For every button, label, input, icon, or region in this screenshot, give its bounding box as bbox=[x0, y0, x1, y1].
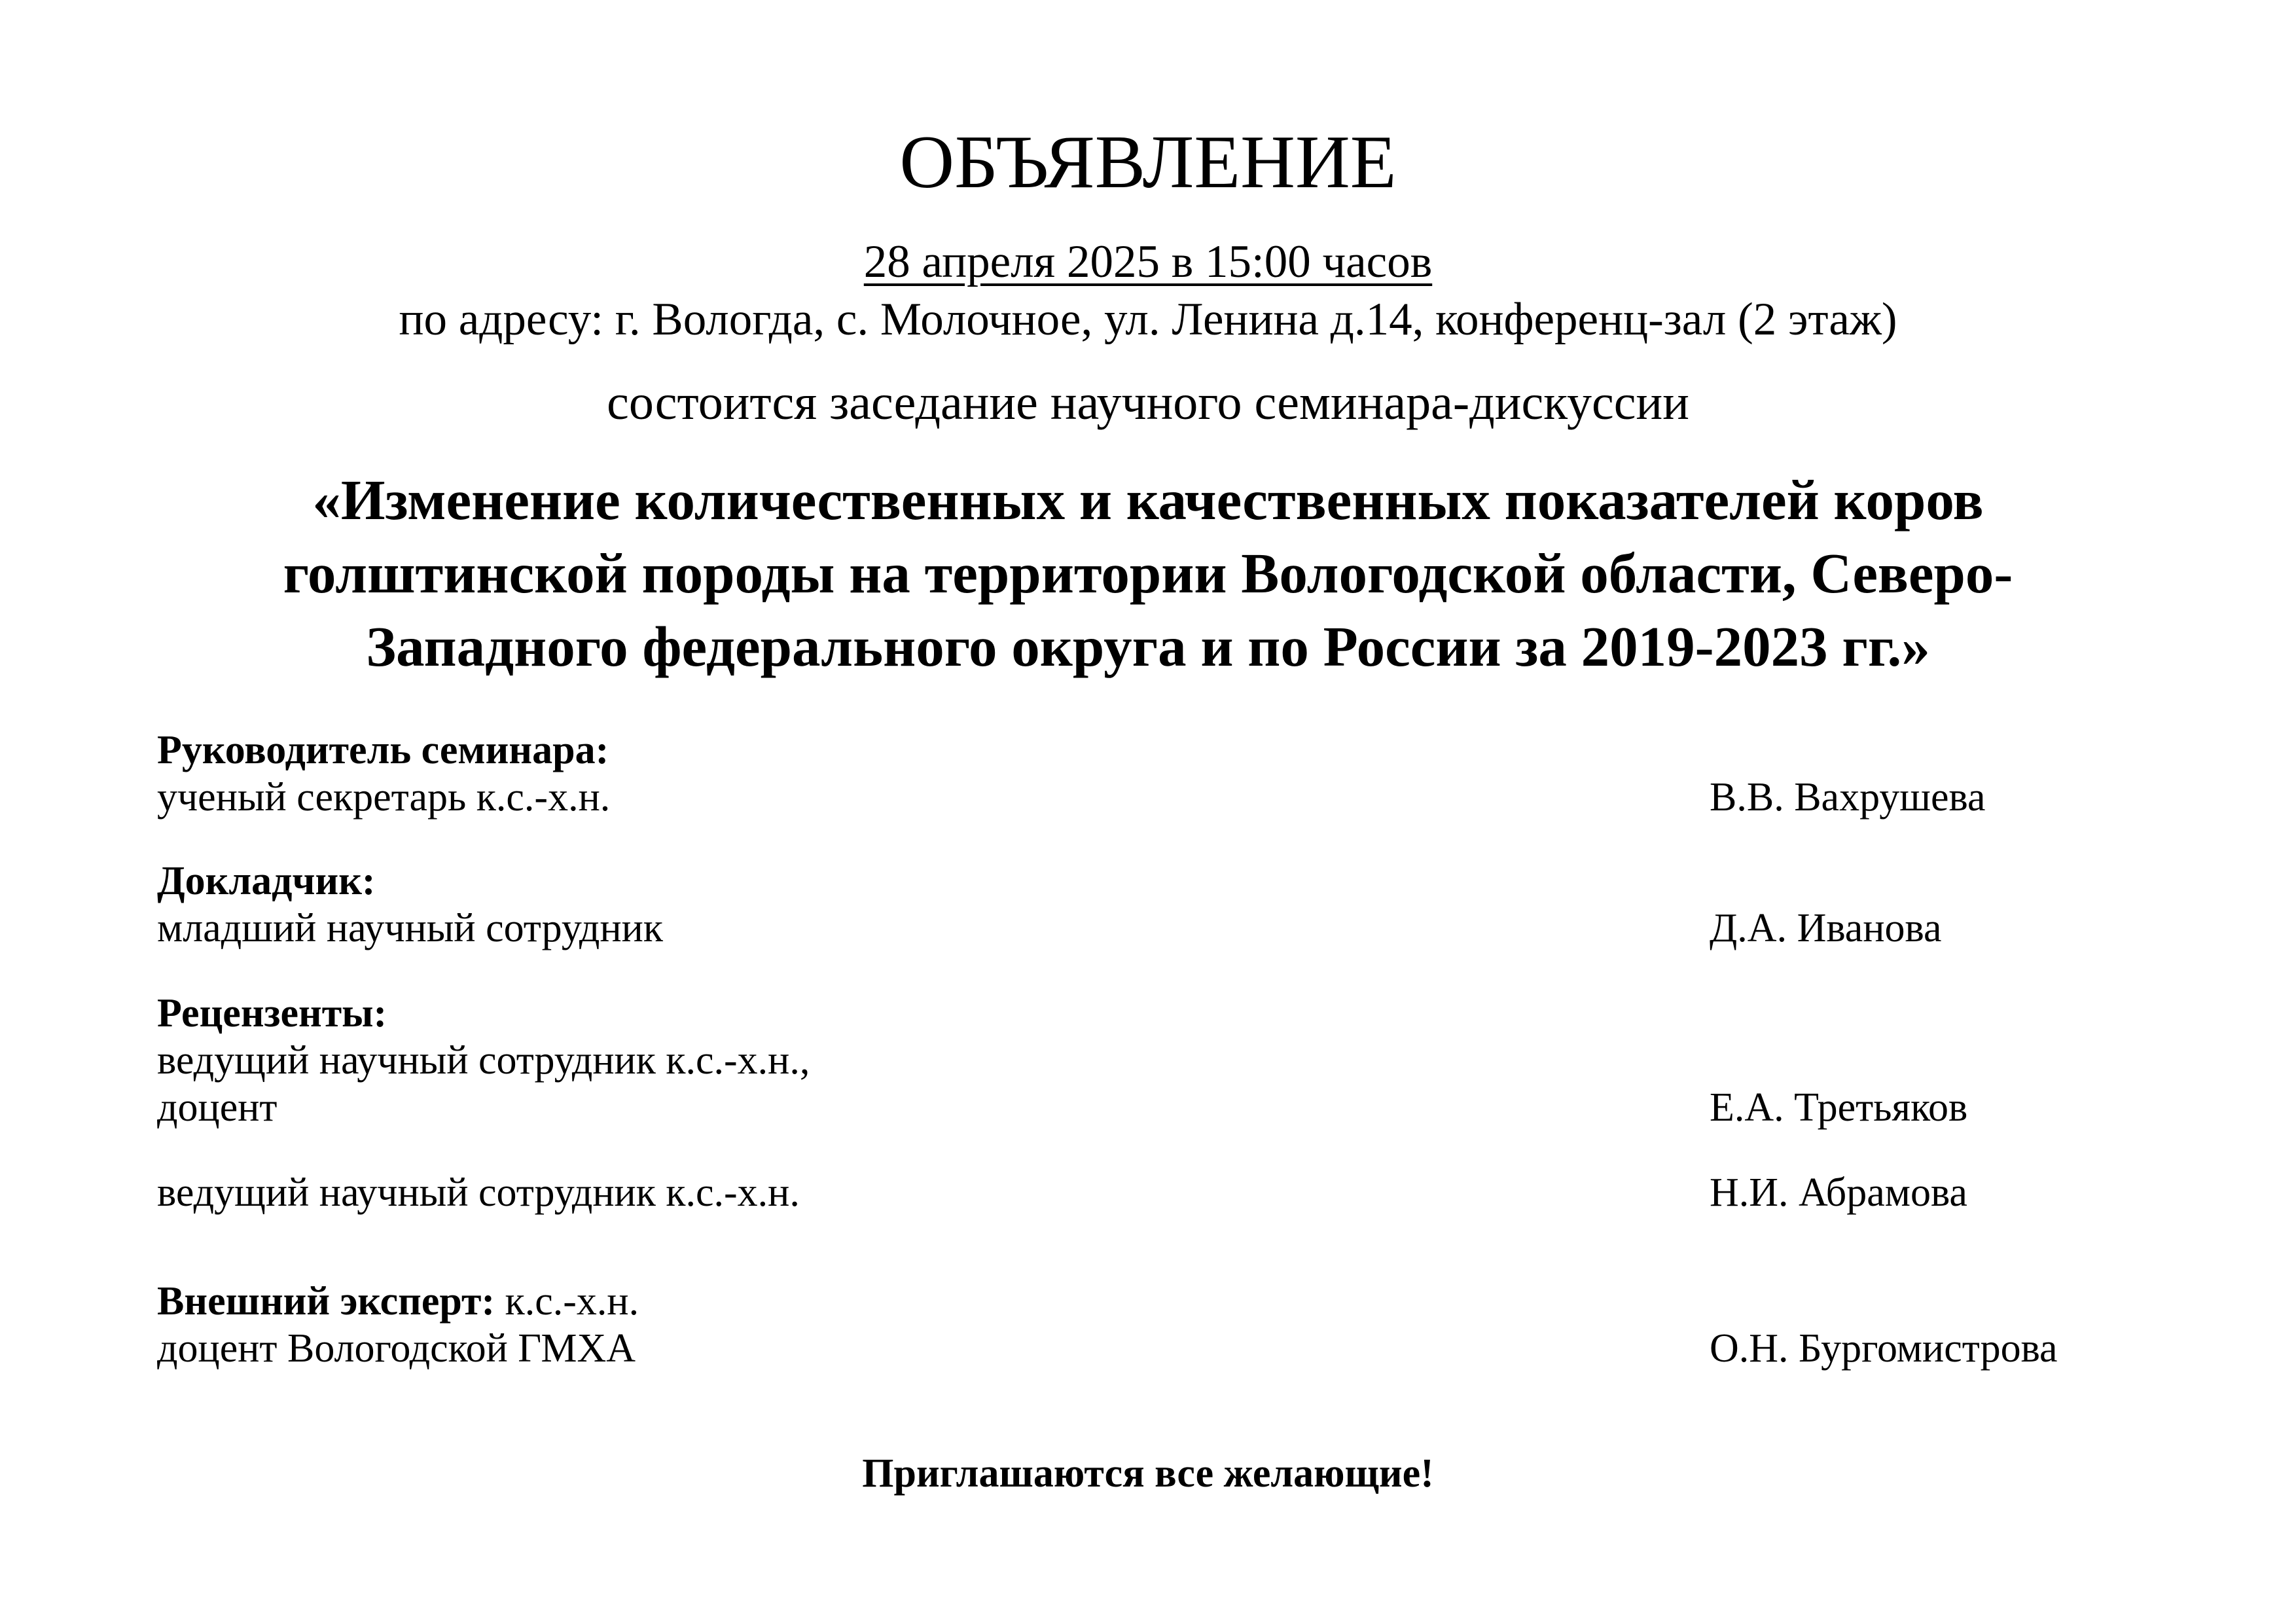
seminar-topic-line: «Изменение количественных и качественных показателей коров bbox=[312, 468, 1984, 532]
role-reviewers-title: Рецензенты: bbox=[157, 991, 387, 1036]
role-speaker-person: Д.А. Иванова bbox=[1710, 906, 1942, 950]
reviewer-1-desc-line2: доцент bbox=[157, 1085, 278, 1130]
role-speaker bbox=[157, 857, 2147, 952]
reviewer-2 bbox=[157, 1169, 2147, 1216]
seminar-topic-line: Западного федерального округа и по России за 2019-2023 гг.» bbox=[366, 615, 1930, 678]
invitation-text: Приглашаются все желающие! bbox=[862, 1451, 1434, 1496]
role-speaker-title: Докладчик: bbox=[157, 859, 376, 903]
reviewer-2-desc: ведущий научный сотрудник к.с.-х.н. bbox=[157, 1170, 800, 1215]
role-expert-person: О.Н. Бургомистрова bbox=[1710, 1326, 2058, 1371]
announcement-heading: ОБЪЯВЛЕНИЕ bbox=[899, 120, 1397, 204]
reviewer-1-person: Е.А. Третьяков bbox=[1710, 1085, 1968, 1130]
role-reviewers bbox=[157, 990, 2147, 1131]
event-date-time: 28 апреля 2025 в 15:00 часов bbox=[863, 236, 1433, 287]
role-expert-desc: доцент Вологодской ГМХА bbox=[157, 1326, 636, 1371]
event-intro: состоится заседание научного семинара-дискуссии bbox=[607, 375, 1689, 430]
role-expert-title: Внешний эксперт: bbox=[157, 1279, 495, 1324]
role-leader-desc: ученый секретарь к.с.-х.н. bbox=[157, 775, 611, 820]
reviewer-1-desc-line1: ведущий научный сотрудник к.с.-х.н., bbox=[157, 1038, 810, 1083]
seminar-topic-line: голштинской породы на территории Вологодской области, Северо- bbox=[283, 541, 2013, 605]
role-expert-heading bbox=[157, 1278, 2147, 1325]
role-leader-title: Руководитель семинара: bbox=[157, 728, 609, 772]
role-expert-degree: к.с.-х.н. bbox=[495, 1279, 639, 1324]
seminar-topic bbox=[196, 463, 2100, 683]
reviewer-2-person: Н.И. Абрамова bbox=[1710, 1170, 1967, 1215]
role-leader bbox=[157, 727, 2147, 821]
role-expert bbox=[157, 1278, 2147, 1372]
role-speaker-desc: младший научный сотрудник bbox=[157, 906, 663, 950]
event-address: по адресу: г. Вологда, с. Молочное, ул. Ленина д.14, конференц-зал (2 этаж) bbox=[399, 294, 1897, 345]
role-leader-person: В.В. Вахрушева bbox=[1710, 775, 1986, 820]
